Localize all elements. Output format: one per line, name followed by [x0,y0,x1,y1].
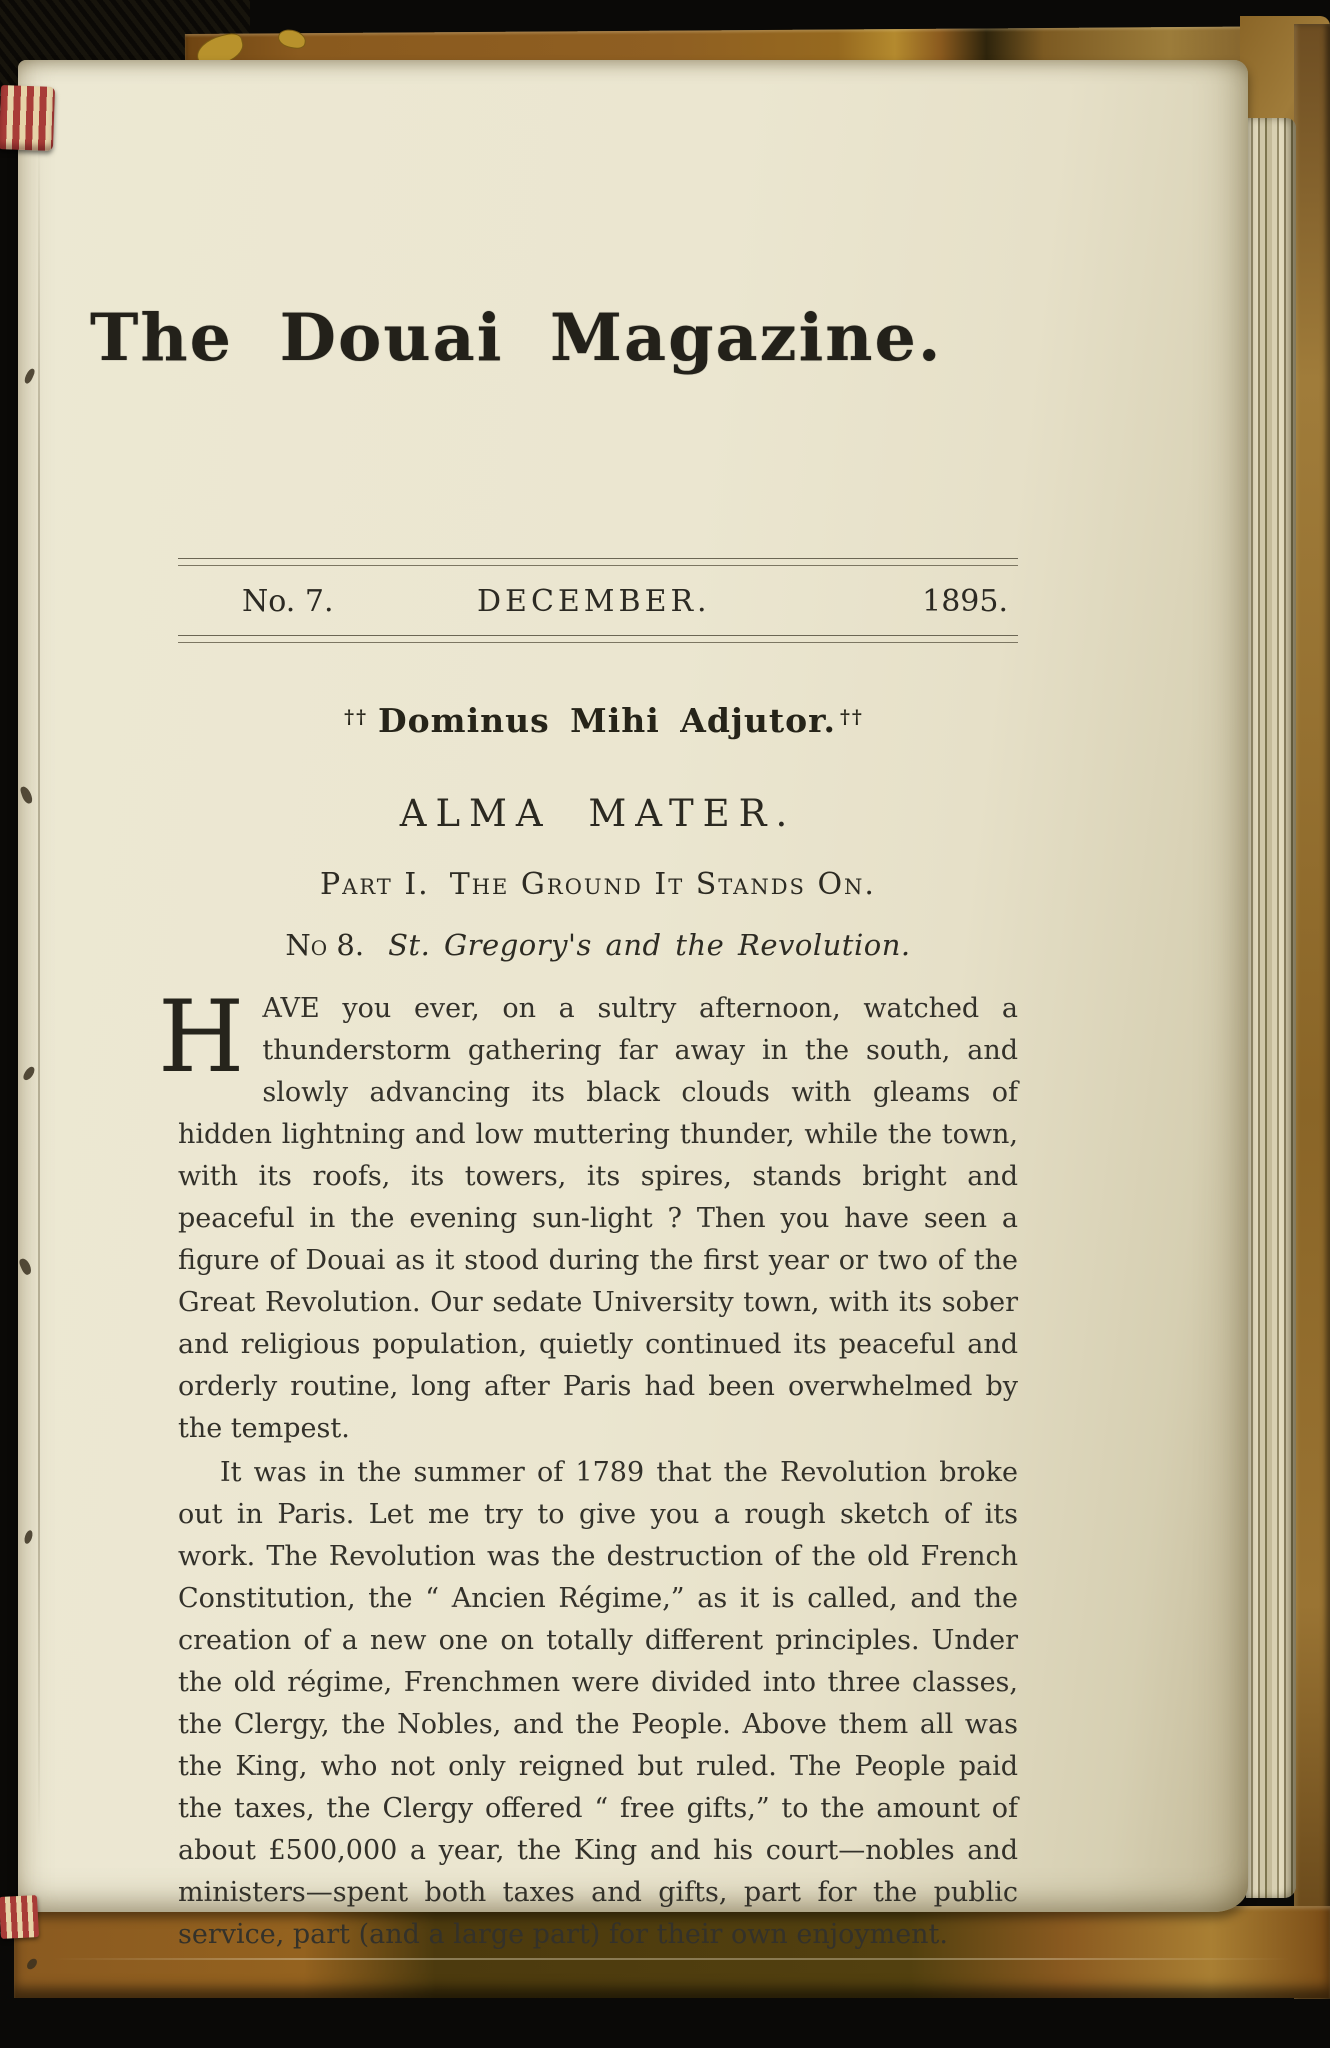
motto-text: Dominus Mihi Adjutor. [378,701,836,740]
article-body [158,980,1018,1956]
chapter-number: No 8. [285,928,365,962]
magazine-title: The Douai Magazine. [90,300,943,376]
endband-bottom [0,1895,39,1939]
printed-content [90,60,1018,1956]
page-stack-edges [1246,118,1296,1898]
issue-line [178,566,1018,635]
magazine-page [18,60,1248,1950]
part-line [178,867,1018,902]
part-title: The Ground It Stands On. [449,867,876,902]
issue-year: 1895. [922,584,1008,619]
double-rule-bottom [178,635,1018,643]
cross-icon: †† [839,706,864,728]
drop-cap: H [158,980,245,1095]
paragraph-1-text: AVE you ever, on a sultry afternoon, watched a thunderstorm gathering far away in the south, and slowly advancing its black clouds with gleams of hidden lightning and low muttering thunder, while the town, with its roofs, its towers, its spires, stands bright and peaceful in the evening sun-light ? Then you have seen a figure of Douai as it stood during the first year or two of the Great Revolution. Our sedate University town, with its sober and religious population, quietly continued its peaceful and orderly routine, long after Paris had been overwhelmed by the tempest. [178,993,1018,1444]
paragraph-1 [158,980,1018,1450]
double-rule-top [178,558,1018,566]
endband-top [0,85,55,151]
issue-month: DECEMBER. [477,584,711,619]
chapter-subtitle: St. Gregory's and the Revolution. [388,928,911,962]
issue-number: No. 7. [242,584,334,619]
article-heading: ALMA MATER. [399,792,797,835]
cover-right-edge [1294,24,1330,1999]
paragraph-2: It was in the summer of 1789 that the Revolution broke out in Paris. Let me try to give you a rough sketch of its work. The Revolution was the destruction of the old French Constitution, the “ Ancien Régime,” as it is called, and the creation of a new one on totally different principles. Under the old régime, Frenchmen were divided into three classes, the Clergy, the Nobles, and the People. Above them all was the King, who not only reigned but ruled. The People paid the taxes, the Clergy offered “ free gifts,” to the amount of about £500,000 a year, the King and his court—nobles and ministers—spent both taxes and gifts, part for the public service, part (and a large part) for their own enjoyment. [178,1457,1018,1950]
cross-icon: †† [344,706,369,728]
part-label: Part I. [320,867,430,902]
chapter-subtitle-line [178,928,1018,962]
motto-line [184,701,1024,740]
